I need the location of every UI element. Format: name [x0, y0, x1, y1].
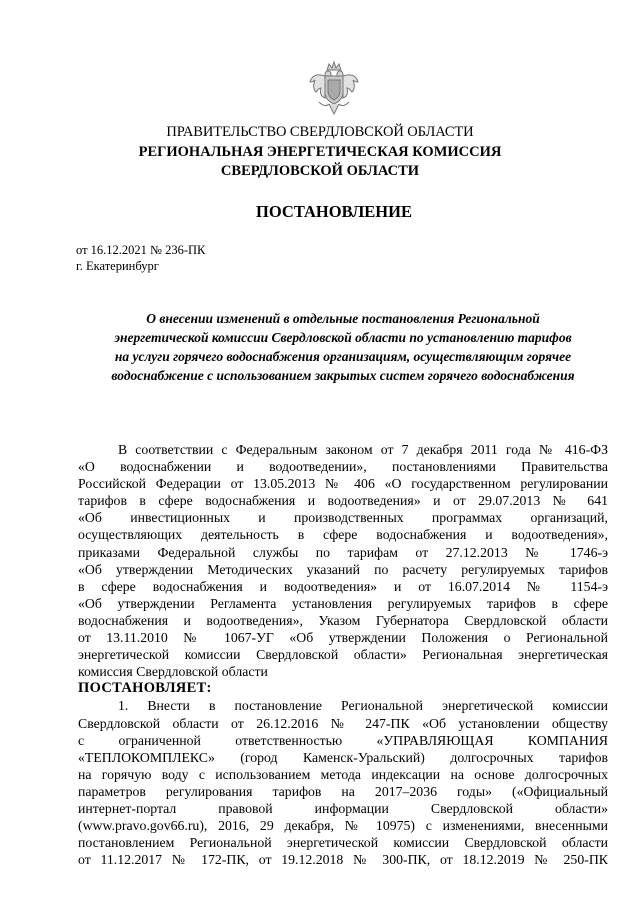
subject-line: водоснабжение с использованием закрытых систем горячего водоснабжения — [111, 368, 575, 383]
preamble-line: «Об утверждении Методических указаний по расчету регулируемых тарифов — [78, 561, 608, 577]
preamble-line: водоснабжения и водоотведения», Указом Губернатора Свердловской области — [78, 612, 608, 628]
item-1-line: Свердловской области от 26.12.2016 № 247-ПК «Об установлении обществу — [78, 715, 608, 731]
item-1-line: 1. Внести в постановление Региональной энергетической комиссии — [118, 698, 608, 714]
document-city: г. Екатеринбург — [76, 259, 159, 273]
item-1-line: от 11.12.2017 № 172-ПК, от 19.12.2018 № 300-ПК, от 18.12.2019 № 250-ПК — [78, 852, 608, 868]
item-1-line: параметров регулирования тарифов на 2017–2036 годы» («Официальный — [78, 783, 608, 799]
preamble-line: «Об утверждении Регламента установления регулируемых тарифов в сфере — [78, 595, 608, 611]
document-body — [78, 441, 608, 868]
preamble-line: осуществляющих деятельность в сфере водоснабжения и водоотведения», — [78, 527, 608, 543]
subject-line: энергетической комиссии Свердловской области по установлению тарифов — [114, 330, 572, 345]
preamble-line: комиссия Свердловской области — [78, 664, 268, 680]
preamble-line: от 13.11.2010 № 1067-УГ «Об утверждении Положения о Региональной — [78, 630, 608, 646]
document-type-title: ПОСТАНОВЛЕНИЕ — [256, 202, 412, 221]
subject-line: О внесении изменений в отдельные постановления Региональной — [146, 311, 540, 326]
preamble-line: Российской Федерации от 13.05.2013 № 406 «О государственном регулировании — [78, 476, 608, 492]
org-line-government: ПРАВИТЕЛЬСТВО СВЕРДЛОВСКОЙ ОБЛАСТИ — [166, 124, 474, 140]
preamble-line: тарифов в сфере водоснабжения и водоотведения» и от 29.07.2013 № 641 — [78, 493, 608, 509]
org-line-region: СВЕРДЛОВСКОЙ ОБЛАСТИ — [220, 163, 420, 179]
resolves-heading: ПОСТАНОВЛЯЕТ: — [78, 680, 212, 697]
coat-of-arms-icon — [307, 58, 361, 118]
subject-line: на услуги горячего водоснабжения организациям, осуществляющим горячее — [114, 349, 572, 364]
org-line-commission: РЕГИОНАЛЬНАЯ ЭНЕРГЕТИЧЕСКАЯ КОМИССИЯ — [138, 144, 502, 160]
item-1-line: постановлением Региональной энергетической комиссии Свердловской области — [78, 835, 608, 851]
item-1-line: «ТЕПЛОКОМПЛЕКС» (город Каменск-Уральский) долгосрочных тарифов — [78, 749, 608, 765]
preamble-line: «Об инвестиционных и производственных программах организаций, — [78, 510, 608, 526]
preamble-line: в сфере водоснабжения и водоотведения» и от 16.07.2014 № 1154-э — [78, 578, 608, 594]
preamble-line: приказами Федеральной службы по тарифам от 27.12.2013 № 1746-э — [78, 544, 608, 560]
document-subject — [78, 309, 608, 385]
preamble-line: «О водоснабжении и водоотведении», постановлениями Правительства — [78, 459, 608, 475]
item-1-line: (www.pravo.gov66.ru), 2016, 29 декабря, № 10975) с изменениями, внесенными — [78, 818, 608, 834]
item-1-line: интернет-портал правовой информации Свердловской области» — [78, 800, 608, 816]
item-1-line: на горячую воду с использованием метода индексации на основе долгосрочных — [78, 766, 608, 782]
item-1-line: с ограниченной ответственностью «УПРАВЛЯЮЩАЯ КОМПАНИЯ — [78, 732, 608, 748]
document-date-number: от 16.12.2021 № 236-ПК — [76, 243, 206, 257]
preamble-line: В соответствии с Федеральным законом от 7 декабря 2011 года № 416-ФЗ — [118, 442, 608, 457]
preamble-line: энергетической комиссии Свердловской области» Региональная энергетическая — [78, 647, 608, 663]
